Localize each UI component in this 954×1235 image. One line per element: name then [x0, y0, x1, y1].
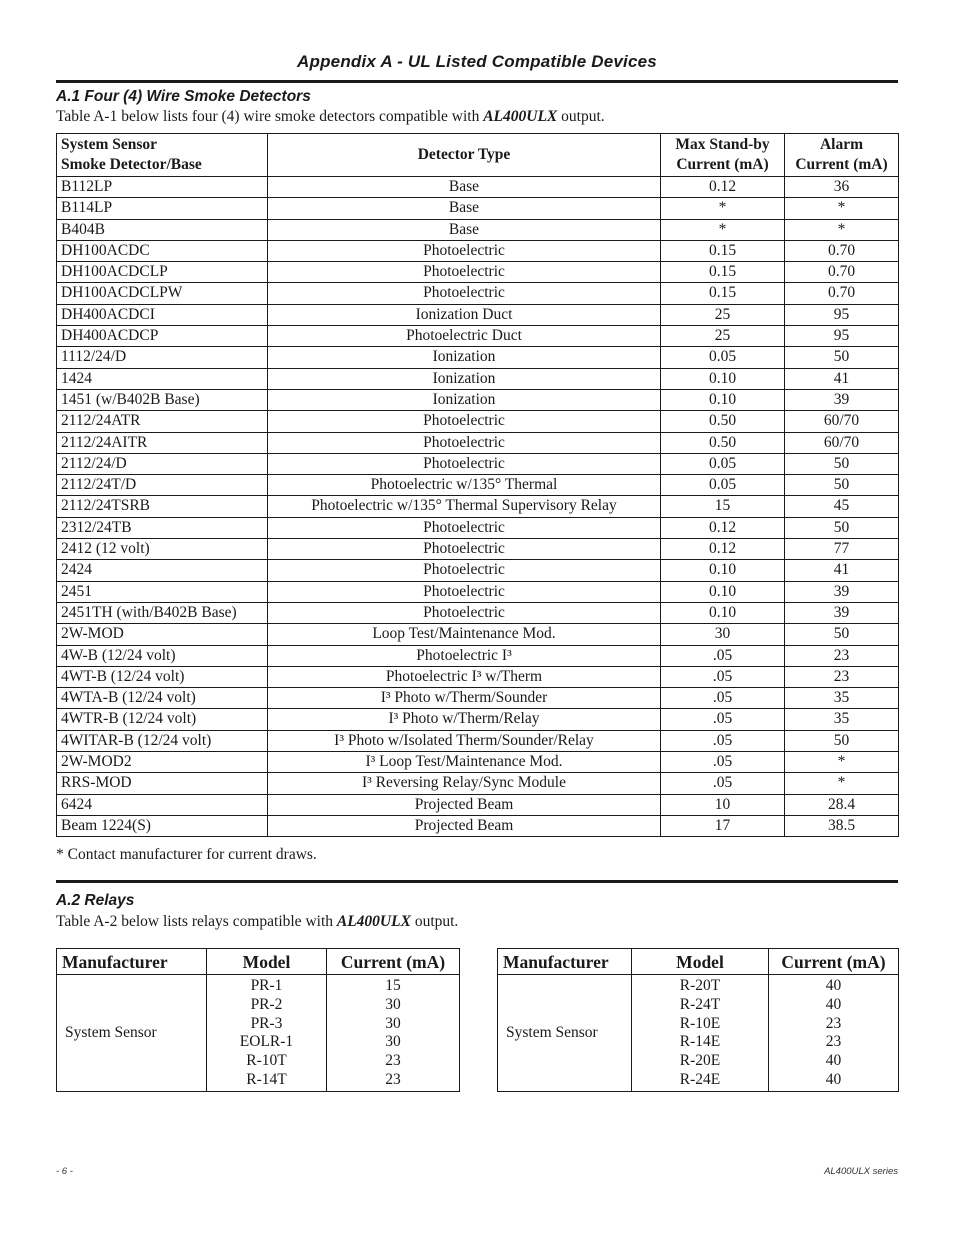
cell-type: Photoelectric Duct	[268, 326, 661, 347]
cell-type: Photoelectric w/135° Thermal Supervisory Relay	[268, 496, 661, 517]
list-item: 40	[825, 977, 842, 994]
table-row	[57, 475, 899, 496]
list-item: 23	[825, 1014, 842, 1032]
cell-standby-current: 0.12	[661, 539, 785, 560]
footnote: * Contact manufacturer for current draws.	[56, 846, 317, 863]
table-row	[57, 198, 899, 219]
cell-type: Photoelectric w/135° Thermal	[268, 475, 661, 496]
table-row	[57, 602, 899, 623]
cell-alarm-current: 95	[785, 326, 899, 347]
cell-standby-current: 0.05	[661, 475, 785, 496]
cell-standby-current: 0.12	[661, 517, 785, 538]
footer-series: AL400ULX series	[824, 1166, 898, 1177]
section-heading-a2: A.2 Relays	[56, 892, 135, 909]
list-item: 30	[385, 1033, 401, 1051]
cell-standby-current: 0.05	[661, 453, 785, 474]
list-item: R-20T	[679, 977, 721, 994]
list-item: R-24T	[679, 995, 721, 1013]
list-item: R-10T	[246, 1052, 287, 1070]
cell-model: 2W-MOD	[57, 624, 268, 645]
table-row	[57, 688, 899, 709]
cell-alarm-current: 23	[785, 645, 899, 666]
cell-model: 6424	[57, 794, 268, 815]
cell-standby-current: 0.15	[661, 283, 785, 304]
cell-type: Projected Beam	[268, 794, 661, 815]
cell-type: I³ Reversing Relay/Sync Module	[268, 773, 661, 794]
cell-model: B114LP	[57, 198, 268, 219]
column-header-model: System Sensor Smoke Detector/Base	[57, 134, 268, 177]
cell-model: 2451TH (with/B402B Base)	[57, 602, 268, 623]
cell-model: B404B	[57, 219, 268, 240]
table-row	[57, 368, 899, 389]
relay-manufacturer: System Sensor	[65, 1024, 157, 1041]
cell-type: Photoelectric	[268, 262, 661, 283]
cell-alarm-current: *	[785, 773, 899, 794]
list-item: 30	[385, 995, 401, 1013]
table-row	[57, 517, 899, 538]
table-row	[57, 560, 899, 581]
cell-type: Ionization	[268, 347, 661, 368]
table-row	[57, 581, 899, 602]
cell-standby-current: 25	[661, 326, 785, 347]
cell-standby-current: 0.12	[661, 177, 785, 198]
section-heading-a1: A.1 Four (4) Wire Smoke Detectors	[56, 88, 311, 105]
cell-model: 1424	[57, 368, 268, 389]
relay-manufacturer: System Sensor	[506, 1024, 598, 1041]
cell-model: 2112/24ATR	[57, 411, 268, 432]
cell-model: RRS-MOD	[57, 773, 268, 794]
cell-standby-current: .05	[661, 666, 785, 687]
cell-model: 2W-MOD2	[57, 752, 268, 773]
cell-model: 1451 (w/B402B Base)	[57, 389, 268, 410]
list-item: R-14E	[679, 1033, 721, 1051]
cell-alarm-current: 36	[785, 177, 899, 198]
list-item: EOLR-1	[239, 1033, 294, 1051]
cell-model: 4WTR-B (12/24 volt)	[57, 709, 268, 730]
cell-alarm-current: 35	[785, 709, 899, 730]
cell-standby-current: 15	[661, 496, 785, 517]
list-item: 40	[825, 1070, 842, 1088]
cell-model: 2112/24T/D	[57, 475, 268, 496]
cell-standby-current: *	[661, 219, 785, 240]
cell-model: DH400ACDCP	[57, 326, 268, 347]
cell-type: Loop Test/Maintenance Mod.	[268, 624, 661, 645]
relay-current-list	[327, 977, 459, 1090]
cell-alarm-current: 23	[785, 666, 899, 687]
table-row	[57, 624, 899, 645]
title-rule	[56, 80, 898, 83]
list-item: 15	[385, 977, 401, 994]
table-row	[57, 389, 899, 410]
relay-header-manufacturer: Manufacturer	[503, 952, 609, 972]
column-header-type: Detector Type	[268, 134, 661, 177]
cell-alarm-current: 50	[785, 347, 899, 368]
cell-standby-current: 0.10	[661, 581, 785, 602]
relay-header-current: Current (mA)	[340, 952, 446, 972]
list-item: 23	[385, 1052, 401, 1070]
cell-standby-current: 25	[661, 304, 785, 325]
cell-model: 2412 (12 volt)	[57, 539, 268, 560]
cell-type: Base	[268, 198, 661, 219]
table-row	[57, 752, 899, 773]
table-row	[57, 496, 899, 517]
smoke-detector-table	[56, 133, 899, 837]
cell-standby-current: 0.10	[661, 602, 785, 623]
cell-standby-current: 0.05	[661, 347, 785, 368]
cell-standby-current: 10	[661, 794, 785, 815]
cell-standby-current: 0.50	[661, 432, 785, 453]
cell-alarm-current: 60/70	[785, 411, 899, 432]
cell-model: 1112/24/D	[57, 347, 268, 368]
cell-type: Base	[268, 219, 661, 240]
cell-type: Photoelectric	[268, 560, 661, 581]
cell-standby-current: .05	[661, 773, 785, 794]
cell-type: Photoelectric	[268, 240, 661, 261]
cell-standby-current: .05	[661, 730, 785, 751]
cell-alarm-current: 45	[785, 496, 899, 517]
cell-standby-current: 0.15	[661, 262, 785, 283]
cell-model: 4WT-B (12/24 volt)	[57, 666, 268, 687]
list-item: R-20E	[679, 1052, 721, 1070]
cell-model: 2112/24TSRB	[57, 496, 268, 517]
cell-model: B112LP	[57, 177, 268, 198]
table-row	[57, 773, 899, 794]
cell-alarm-current: 41	[785, 560, 899, 581]
cell-alarm-current: 41	[785, 368, 899, 389]
cell-alarm-current: 50	[785, 475, 899, 496]
cell-alarm-current: *	[785, 752, 899, 773]
table-row	[57, 177, 899, 198]
table-row	[57, 240, 899, 261]
cell-alarm-current: *	[785, 219, 899, 240]
table-row	[57, 432, 899, 453]
list-item: PR-1	[250, 977, 283, 994]
table-row	[57, 411, 899, 432]
relay-model-list	[207, 977, 326, 1090]
page-number: - 6 -	[56, 1166, 73, 1177]
column-header-alarm: Alarm Current (mA)	[785, 134, 899, 177]
cell-model: 2312/24TB	[57, 517, 268, 538]
list-item: 30	[385, 1014, 401, 1032]
cell-type: I³ Photo w/Therm/Sounder	[268, 688, 661, 709]
cell-standby-current: 0.15	[661, 240, 785, 261]
cell-alarm-current: 77	[785, 539, 899, 560]
cell-alarm-current: 39	[785, 389, 899, 410]
list-item: 40	[825, 995, 842, 1013]
cell-model: 2424	[57, 560, 268, 581]
cell-alarm-current: 39	[785, 581, 899, 602]
cell-type: Ionization	[268, 389, 661, 410]
cell-standby-current: .05	[661, 752, 785, 773]
cell-type: Projected Beam	[268, 815, 661, 836]
table-row	[57, 453, 899, 474]
relay-model-list	[632, 977, 768, 1090]
cell-type: Photoelectric I³	[268, 645, 661, 666]
cell-standby-current: 0.10	[661, 368, 785, 389]
table-row	[57, 645, 899, 666]
relay-header-model: Model	[242, 952, 291, 972]
list-item: PR-2	[250, 995, 283, 1013]
list-item: 23	[825, 1033, 842, 1051]
list-item: 23	[385, 1070, 401, 1088]
relay-header-current: Current (mA)	[781, 952, 886, 972]
cell-alarm-current: *	[785, 198, 899, 219]
relay-current-list	[769, 977, 898, 1090]
cell-standby-current: *	[661, 198, 785, 219]
cell-model: 2112/24/D	[57, 453, 268, 474]
table-row	[57, 794, 899, 815]
table-header-row	[57, 134, 899, 177]
cell-type: Photoelectric	[268, 581, 661, 602]
cell-model: DH400ACDCI	[57, 304, 268, 325]
cell-standby-current: 17	[661, 815, 785, 836]
section-rule	[56, 880, 898, 883]
section-a1-intro: Table A-1 below lists four (4) wire smoke detectors compatible with AL400ULX output.	[56, 108, 605, 125]
cell-model: 4WITAR-B (12/24 volt)	[57, 730, 268, 751]
cell-standby-current: 30	[661, 624, 785, 645]
cell-alarm-current: 50	[785, 730, 899, 751]
cell-model: 4W-B (12/24 volt)	[57, 645, 268, 666]
table-row	[57, 815, 899, 836]
cell-type: I³ Photo w/Isolated Therm/Sounder/Relay	[268, 730, 661, 751]
table-row	[57, 326, 899, 347]
cell-type: Photoelectric	[268, 453, 661, 474]
cell-type: Base	[268, 177, 661, 198]
cell-standby-current: 0.10	[661, 389, 785, 410]
cell-model: 2451	[57, 581, 268, 602]
list-item: R-10E	[679, 1014, 721, 1032]
table-row	[57, 539, 899, 560]
table-row	[57, 347, 899, 368]
cell-standby-current: .05	[661, 709, 785, 730]
list-item: R-14T	[246, 1070, 287, 1088]
cell-alarm-current: 50	[785, 453, 899, 474]
cell-type: I³ Photo w/Therm/Relay	[268, 709, 661, 730]
cell-type: Ionization	[268, 368, 661, 389]
cell-alarm-current: 0.70	[785, 283, 899, 304]
cell-alarm-current: 39	[785, 602, 899, 623]
table-row	[57, 304, 899, 325]
cell-alarm-current: 35	[785, 688, 899, 709]
relay-table-left	[56, 948, 460, 1092]
cell-model: DH100ACDCLP	[57, 262, 268, 283]
cell-alarm-current: 0.70	[785, 240, 899, 261]
cell-alarm-current: 28.4	[785, 794, 899, 815]
cell-type: Photoelectric	[268, 602, 661, 623]
cell-alarm-current: 38.5	[785, 815, 899, 836]
cell-alarm-current: 50	[785, 624, 899, 645]
cell-standby-current: 0.10	[661, 560, 785, 581]
cell-type: Photoelectric	[268, 411, 661, 432]
cell-type: Photoelectric	[268, 283, 661, 304]
table-row	[57, 283, 899, 304]
cell-type: Ionization Duct	[268, 304, 661, 325]
cell-type: Photoelectric	[268, 432, 661, 453]
cell-standby-current: .05	[661, 645, 785, 666]
cell-alarm-current: 95	[785, 304, 899, 325]
cell-standby-current: .05	[661, 688, 785, 709]
table-row	[57, 709, 899, 730]
relay-header-manufacturer: Manufacturer	[62, 952, 168, 972]
relay-table-right	[497, 948, 899, 1092]
page-title: Appendix A - UL Listed Compatible Devices	[297, 52, 657, 71]
relay-header-model: Model	[676, 952, 724, 972]
cell-type: Photoelectric	[268, 539, 661, 560]
table-row	[57, 730, 899, 751]
cell-alarm-current: 50	[785, 517, 899, 538]
cell-model: DH100ACDCLPW	[57, 283, 268, 304]
list-item: R-24E	[679, 1070, 721, 1088]
cell-alarm-current: 60/70	[785, 432, 899, 453]
cell-model: 4WTA-B (12/24 volt)	[57, 688, 268, 709]
cell-model: DH100ACDC	[57, 240, 268, 261]
cell-standby-current: 0.50	[661, 411, 785, 432]
section-a2-intro: Table A-2 below lists relays compatible with AL400ULX output.	[56, 913, 459, 930]
list-item: PR-3	[250, 1014, 283, 1032]
cell-alarm-current: 0.70	[785, 262, 899, 283]
column-header-standby: Max Stand-by Current (mA)	[661, 134, 785, 177]
table-row	[57, 219, 899, 240]
cell-type: I³ Loop Test/Maintenance Mod.	[268, 752, 661, 773]
cell-model: 2112/24AITR	[57, 432, 268, 453]
table-row	[57, 262, 899, 283]
list-item: 40	[825, 1052, 842, 1070]
cell-type: Photoelectric I³ w/Therm	[268, 666, 661, 687]
cell-type: Photoelectric	[268, 517, 661, 538]
cell-model: Beam 1224(S)	[57, 815, 268, 836]
table-row	[57, 666, 899, 687]
